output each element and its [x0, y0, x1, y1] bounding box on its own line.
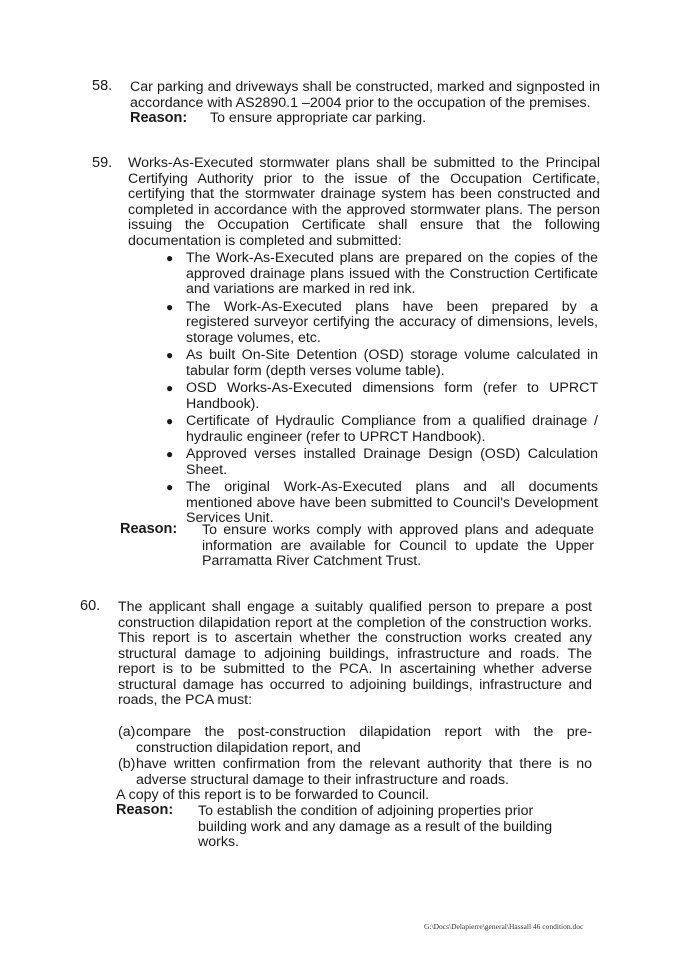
file-path-footer: G:\Docs\Delapierre\general\Hassall 46 condition.doc [424, 922, 584, 931]
list-item: ● Certificate of Hydraulic Compliance from a qualified drainage / hydraulic engineer (refer to UPRCT Handbook). [166, 413, 598, 445]
subitem-text: have written confirmation from the relevant authority that there is no adverse structural damage to their infrastructure and roads. [136, 756, 592, 788]
item-text: The applicant shall engage a suitably qualified person to prepare a post construction dilapidation report at the completion of the construction works. This report is to ascertain whether the construction works created any structural damage to adjoining buildings, infrastructure and roads. The report is to be submitted to the PCA. In ascertaining whether adverse structural damage has occurred to adjoining buildings, infrastructure and roads, the PCA must: [118, 599, 592, 708]
bullet-icon: ● [166, 414, 174, 428]
reason-label: Reason: [130, 110, 188, 126]
item-text: Works-As-Executed stormwater plans shall be submitted to the Principal Certifying Authority prior to the issue of the Occupation Certificate, certifying that the stormwater drainage system has been constructed and completed in accordance with the approved stormwater plans. The person issuing the Occupation Certificate shall ensure that the following documentation is completed and submitted: [128, 155, 600, 249]
bullet-icon: ● [166, 251, 174, 265]
list-item: ● The Work-As-Executed plans are prepared on the copies of the approved drainage plans issued with the Construction Certificate and variations are marked in red ink. [166, 250, 598, 297]
reason-label: Reason: [120, 521, 178, 537]
documentation-list [166, 250, 598, 529]
reason-text: To ensure appropriate car parking. [210, 110, 427, 126]
bullet-icon: ● [166, 480, 174, 494]
subitem-a [118, 725, 592, 756]
item-text: Car parking and driveways shall be constructed, marked and signposted in accordance with AS2890.1 –2004 prior to the occupation of the premises. [130, 79, 600, 111]
list-item: ● As built On-Site Detention (OSD) storage volume calculated in tabular form (depth verses volume table). [166, 347, 598, 379]
bullet-icon: ● [166, 381, 174, 395]
reason-text: To ensure works comply with approved plans and adequate information are available for Council to update the Upper Parramatta River Catchment Trust. [202, 522, 594, 569]
item-number: 60. [80, 598, 101, 614]
item-number: 59. [92, 155, 113, 171]
bullet-icon: ● [166, 299, 174, 314]
reason-text: To establish the condition of adjoining properties prior building work and any damage as a result of the building works. [198, 803, 553, 850]
item-number: 58. [92, 78, 113, 94]
reason-label: Reason: [116, 802, 174, 818]
list-item: ● The original Work-As-Executed plans and all documents mentioned above have been submitted to Council's Development Services Unit. [166, 479, 598, 526]
subitem-label: (a) [118, 724, 136, 740]
subitem-b [118, 757, 592, 788]
bullet-icon: ● [166, 348, 174, 362]
subitem-label: (b) [118, 756, 136, 772]
subitem-text: compare the post-construction dilapidation report with the pre-construction dilapidation report, and [136, 724, 592, 756]
list-item: ● Approved verses installed Drainage Design (OSD) Calculation Sheet. [166, 446, 598, 478]
list-item: ● The Work-As-Executed plans have been prepared by a registered surveyor certifying the accuracy of dimensions, levels, storage volumes, etc. [166, 298, 598, 346]
copy-note: A copy of this report is to be forwarded to Council. [116, 787, 430, 803]
list-item: ● OSD Works-As-Executed dimensions form (refer to UPRCT Handbook). [166, 380, 598, 412]
bullet-icon: ● [166, 447, 174, 461]
